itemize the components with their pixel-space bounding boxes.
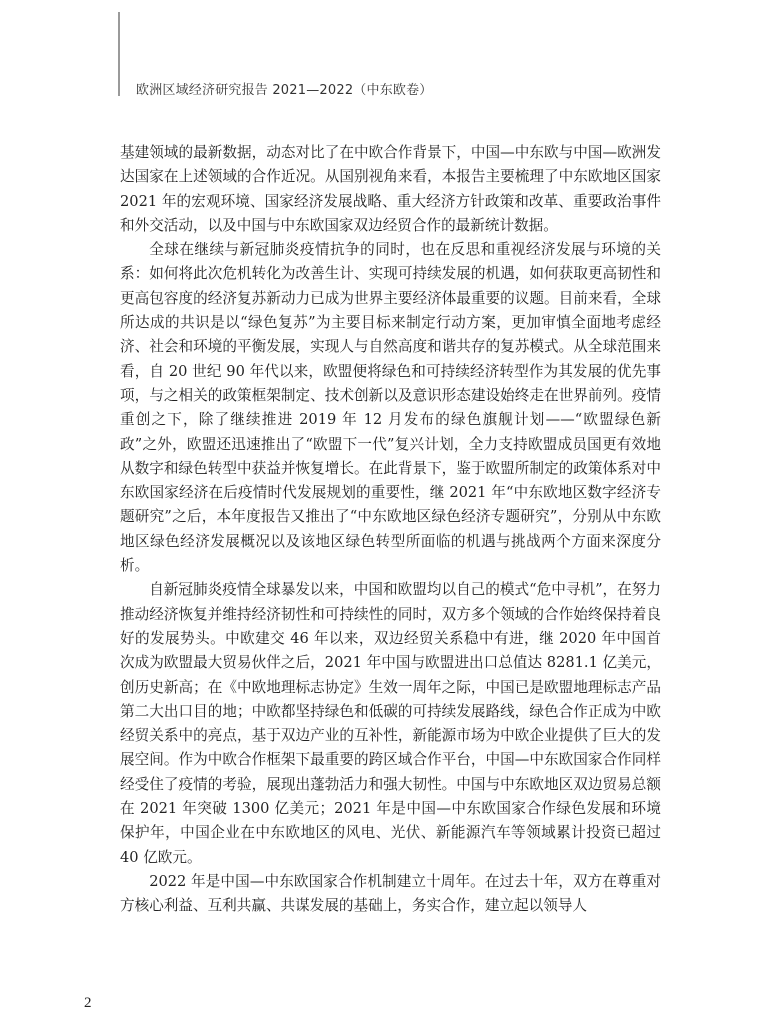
- body-text: [120, 141, 661, 919]
- paragraph-1: 基建领域的最新数据，动态对比了在中欧合作背景下，中国—中东欧与中国—欧洲发达国家在上述领域的合作近况。从国别视角来看，本报告主要梳理了中东欧地区国家 2021 年的宏观环境、国家经济发展战略、重大经济方针政策和改革、重要政治事件和外交活动，以及中国与中东欧国家双边经贸合作的最新统计数据。: [120, 144, 661, 234]
- paragraph-4: 2022 年是中国—中东欧国家合作机制建立十周年。在过去十年，双方在尊重对方核心利益、互利共赢、共谋发展的基础上，务实合作，建立起以领导人: [120, 872, 661, 915]
- header-vertical-rule: [118, 12, 120, 96]
- paragraph-2: 全球在继续与新冠肺炎疫情抗争的同时，也在反思和重视经济发展与环境的关系：如何将此次危机转化为改善生计、实现可持续发展的机遇，如何获取更高韧性和更高包容度的经济复苏新动力已成为世界主要经济体最重要的议题。目前来看，全球所达成的共识是以“绿色复苏”为主要目标来制定行动方案，更加审慎全面地考虑经济、社会和环境的平衡发展，实现人与自然高度和谐共存的复苏模式。从全球范围来看，自 20 世纪 90 年代以来，欧盟便将绿色和可持续经济转型作为其发展的优先事项，与之相关的政策框架制定、技术创新以及意识形态建设始终走在世界前列。疫情重创之下，除了继续推进 2019 年 12 月发布的绿色旗舰计划——“欧盟绿色新政”之外，欧盟还迅速推出了“欧盟下一代”复兴计划，全力支持欧盟成员国更有效地从数字和绿色转型中获益并恢复增长。在此背景下，鉴于欧盟所制定的政策体系对中东欧国家经济在后疫情时代发展规划的重要性，继 2021 年“中东欧地区数字经济专题研究”之后，本年度报告又推出了“中东欧地区绿色经济专题研究”，分别从中东欧地区绿色经济发展概况以及该地区绿色转型所面临的机遇与挑战两个方面来深度分析。: [120, 241, 661, 575]
- paragraph-3: 自新冠肺炎疫情全球暴发以来，中国和欧盟均以自己的模式“危中寻机”，在努力推动经济恢复并维持经济韧性和可持续性的同时，双方多个领域的合作始终保持着良好的发展势头。中欧建交 46 年以来，双边经贸关系稳中有进，继 2020 年中国首次成为欧盟最大贸易伙伴之后，2021 年中国与欧盟进出口总值达 8281.1 亿美元，创历史新高；在《中欧地理标志协定》生效一周年之际，中国已是欧盟地理标志产品第二大出口目的地；中欧都坚持绿色和低碳的可持续发展路线，绿色合作正成为中欧经贸关系中的亮点，基于双边产业的互补性，新能源市场为中欧企业提供了巨大的发展空间。作为中欧合作框架下最重要的跨区域合作平台，中国—中东欧国家合作同样经受住了疫情的考验，展现出蓬勃活力和强大韧性。中国与中东欧地区双边贸易总额在 2021 年突破 1300 亿美元；2021 年是中国—中东欧国家合作绿色发展和环境保护年，中国企业在中东欧地区的风电、光伏、新能源汽车等领域累计投资已超过 40 亿欧元。: [120, 581, 661, 866]
- running-header: 欧洲区域经济研究报告 2021—2022（中东欧卷）: [136, 83, 433, 98]
- page-number: 2: [84, 995, 92, 1011]
